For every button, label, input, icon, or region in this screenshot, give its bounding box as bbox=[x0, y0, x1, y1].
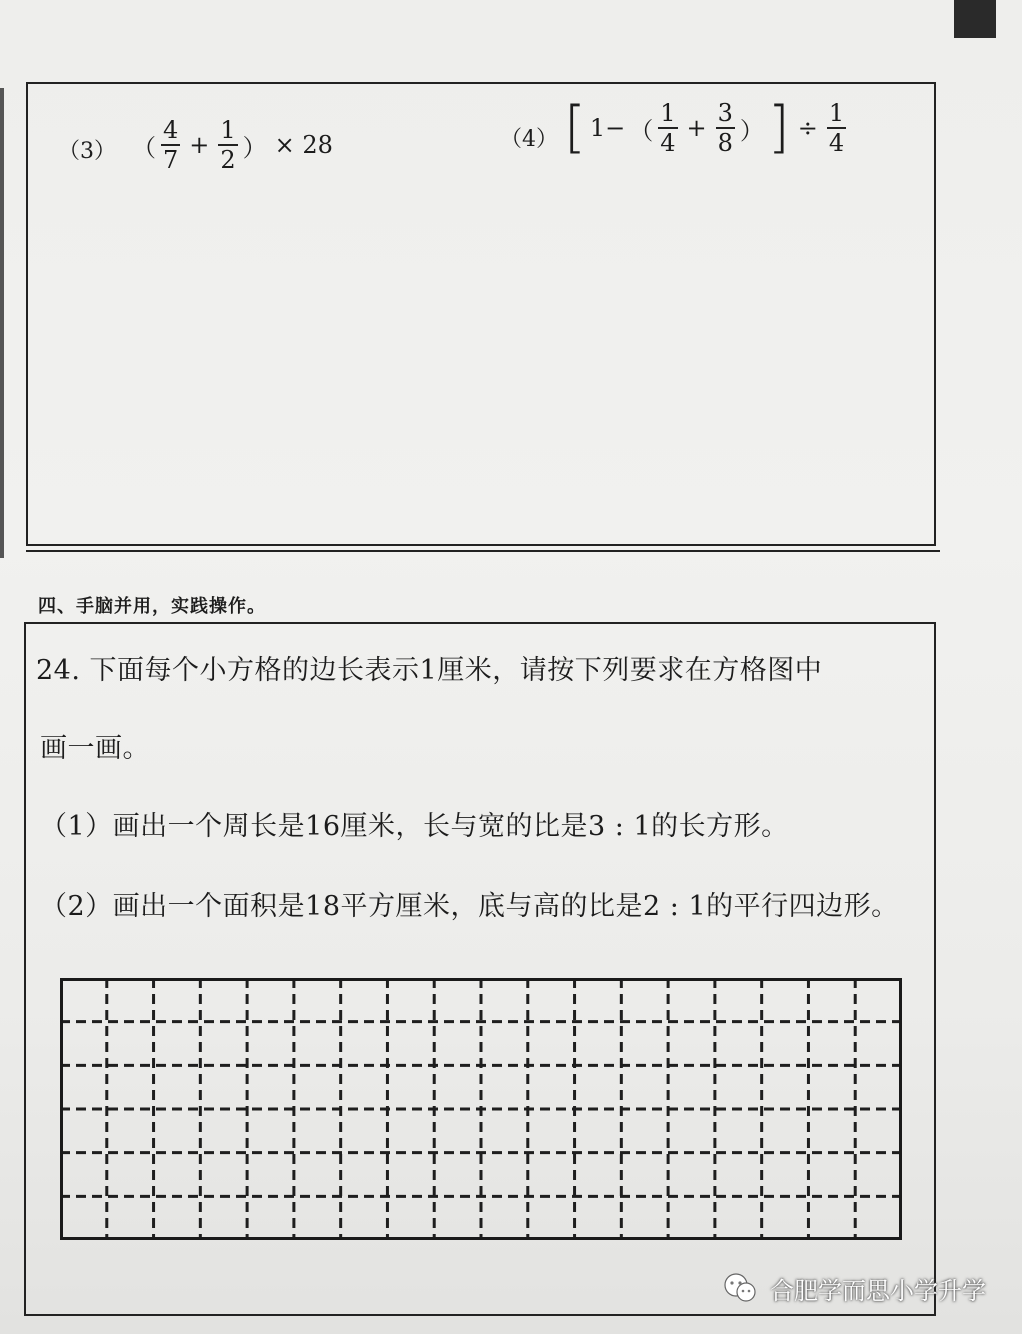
problem-3-expression bbox=[130, 118, 339, 172]
wechat-icon bbox=[720, 1268, 760, 1308]
close-paren: ） bbox=[242, 133, 267, 162]
open-paren: （ bbox=[629, 116, 654, 145]
close-paren: ） bbox=[739, 116, 764, 145]
times-28: × 28 bbox=[274, 131, 333, 159]
fraction-4-7: $\frac{4}{7}$ bbox=[163, 116, 179, 174]
fraction-1-4: $\frac{1}{4}$ bbox=[660, 99, 676, 157]
watermark-text: 合肥学而思小学升学 bbox=[770, 1276, 986, 1305]
open-paren: （ bbox=[132, 133, 156, 162]
fraction-1-2: $\frac{1}{2}$ bbox=[220, 116, 236, 174]
problem-4-label: （4） bbox=[500, 127, 558, 152]
square-grid-svg bbox=[60, 978, 902, 1240]
plus-sign: + bbox=[189, 131, 210, 159]
fraction-1-4-divisor: $\frac{1}{4}$ bbox=[828, 99, 845, 157]
question-24-item-2: （2）画出一个面积是18平方厘米，底与高的比是2 : 1的平行四边形。 bbox=[40, 891, 899, 922]
page-corner-shadow bbox=[954, 0, 996, 38]
section-divider bbox=[26, 550, 940, 552]
open-bracket: [ bbox=[564, 95, 586, 160]
page-left-edge bbox=[0, 88, 4, 558]
plus-sign: + bbox=[686, 114, 707, 142]
question-24-line-2: 画一画。 bbox=[40, 733, 150, 764]
problem-3-label: （3） bbox=[58, 139, 116, 164]
one-minus: 1− bbox=[589, 114, 626, 142]
divide-sign: ÷ bbox=[797, 114, 818, 142]
fraction-3-8: $\frac{3}{8}$ bbox=[717, 99, 733, 157]
square-grid bbox=[60, 978, 902, 1240]
close-bracket: ] bbox=[767, 95, 790, 160]
watermark bbox=[720, 1268, 986, 1308]
section-title: 四、手脑并用，实践操作。 bbox=[38, 596, 266, 617]
question-24-line-1: 24. 下面每个小方格的边长表示1厘米，请按下列要求在方格图中 bbox=[36, 655, 823, 686]
problem-4-expression bbox=[562, 95, 849, 160]
question-24-item-1: （1）画出一个周长是16厘米，长与宽的比是3 : 1的长方形。 bbox=[40, 811, 789, 842]
